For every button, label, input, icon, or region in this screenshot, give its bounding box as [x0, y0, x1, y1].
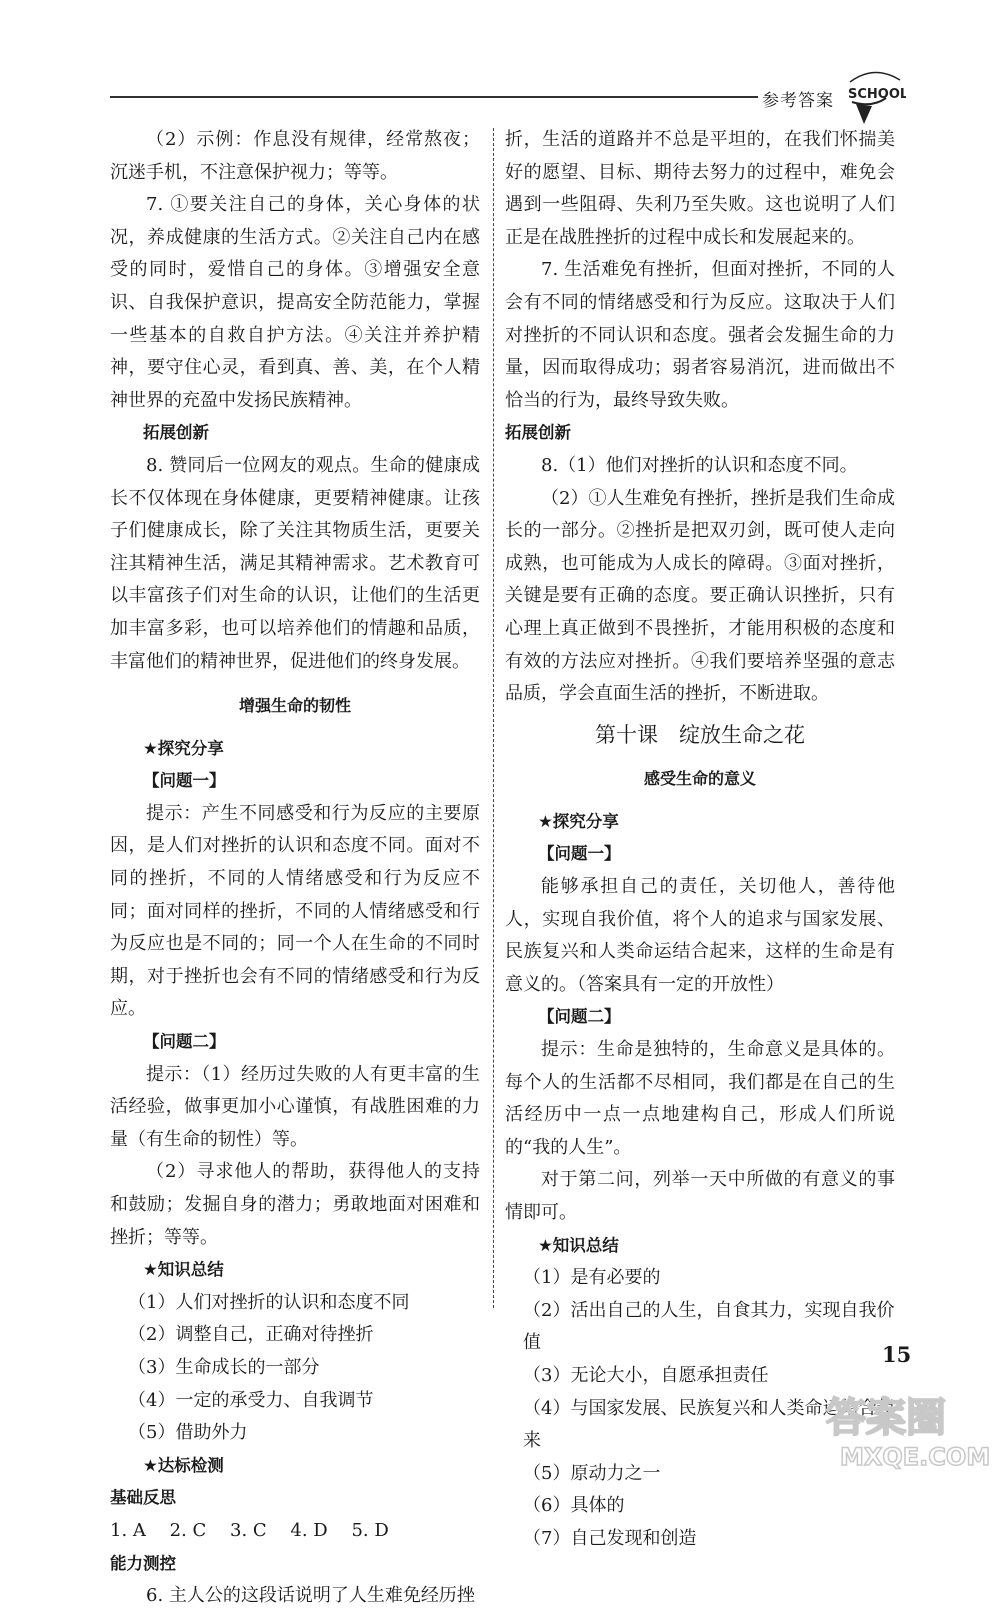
question-label: 【问题二】 [143, 1032, 226, 1052]
paragraph: 6. 主人公的这段话说明了人生难免经历挫 [146, 1585, 475, 1607]
paragraph: 折，生活的道路并不总是平坦的，在我们怀揣美好的愿望、目标、期待去努力的过程中，难免会遇到一些阻碍、失利乃至失败。这也说明了人们正是在战胜挫折的过程中成长和发展起来的。 [505, 129, 895, 248]
paragraph: （2）寻求他人的帮助，获得他人的支持和鼓励；发掘自身的潜力；勇敢地面对困难和挫折；等等。 [110, 1161, 480, 1248]
list-item: （4）与国家发展、民族复兴和人类命运结合起来 [523, 1397, 895, 1452]
header-title: 参考答案 [762, 91, 834, 111]
column-divider [493, 128, 494, 1308]
subheading: ★知识总结 [143, 1260, 224, 1280]
header-rule [110, 96, 758, 98]
section-heading: 拓展创新 [143, 423, 209, 443]
list-item: （1）人们对挫折的认识和态度不同 [128, 1291, 410, 1313]
subheading: ★知识总结 [538, 1235, 619, 1255]
svg-text:SCHOOL: SCHOOL [848, 87, 906, 102]
paragraph: 7. ①要关注自己的身体，关心身体的状况，养成健康的生活方式。②关注自己内在感受的同时，爱惜自己的身体。③增强安全意识、自我保护意识，提高安全防范能力，掌握一些基本的自救自护方法。④关注并养护精神，要守住心灵，看到真、善、美，在个人精神世界的充盈中发扬民族精神。 [110, 194, 480, 411]
paragraph: 提示：（1）经历过失败的人有更丰富的生活经验，做事更加小心谨慎，有战胜困难的力量（有生命的韧性）等。 [110, 1063, 480, 1150]
section-heading: 拓展创新 [505, 423, 571, 443]
list-item: （5）原动力之一 [523, 1462, 661, 1484]
section-title: 增强生命的韧性 [238, 696, 351, 716]
subheading: ★达标检测 [143, 1455, 224, 1475]
paragraph: 对于第二问，列举一天中所做的有意义的事情即可。 [505, 1169, 895, 1223]
paragraph: 7. 生活难免有挫折，但面对挫折，不同的人会有不同的情绪感受和行为反应。这取决于人们对挫折的不同认识和态度。强者会发掘生命的力量，因而取得成功；弱者容易消沉，进而做出不恰当的行为，最终导致失败。 [505, 259, 895, 411]
section-title: 感受生命的意义 [643, 769, 756, 789]
paragraph: 8. 赞同后一位网友的观点。生命的健康成长不仅体现在身体健康，更要精神健康。让孩子们健康成长，除了关注其物质生活，更要关注其精神生活，满足其精神需求。艺术教育可以丰富孩子们对生命的认识，让他们的生活更加丰富多彩，也可以培养他们的情趣和品质，丰富他们的精神世界，促进他们的终身发展。 [110, 454, 480, 672]
section-heading: 基础反思 [110, 1488, 176, 1508]
paragraph: 提示：产生不同感受和行为反应的主要原因，是人们对挫折的认识和态度不同。面对不同的挫折，不同的人情绪感受和行为反应不同；面对同样的挫折，不同的人情绪感受和行为反应也是不同的；同一个人在生命的不同时期，对于挫折也会有不同的情绪感受和行为反应。 [110, 802, 480, 1020]
list-item: （2）调整自己，正确对待挫折 [128, 1324, 374, 1346]
question-label: 【问题一】 [143, 771, 226, 791]
left-column [110, 124, 480, 1613]
answers-line: 1. A 2. C 3. C 4. D 5. D [110, 1519, 389, 1541]
list-item: （7）自己发现和创造 [523, 1527, 697, 1549]
question-label: 【问题一】 [538, 844, 621, 864]
subheading: ★探究分享 [143, 738, 224, 758]
svg-text:答案圈: 答案圈 [826, 1395, 946, 1441]
list-item: （2）活出自己的人生，自食其力，实现自我价值 [523, 1299, 895, 1354]
paragraph: （2）示例：作息没有规律，经常熬夜；沉迷手机，不注意保护视力；等等。 [110, 129, 480, 183]
school-logo [842, 68, 906, 128]
list-item: （4）一定的承受力、自我调节 [128, 1389, 374, 1411]
paragraph: 提示：生命是独特的，生命意义是具体的。每个人的生活都不尽相同，我们都是在自己的生活经历中一点一点地建构自己，形成人们所说的“我的人生”。 [505, 1039, 895, 1158]
paragraph: （2）①人生难免有挫折，挫折是我们生命成长的一部分。②挫折是把双刃剑，既可使人走向成熟，也可能成为人成长的障碍。③面对挫折，关键是要有正确的态度。要正确认识挫折，只有心理上真正做到不畏挫折，才能用积极的态度和有效的方法应对挫折。④我们要培养坚强的意志品质，学会直面生活的挫折，不断进取。 [505, 487, 895, 705]
svg-text:MXQE.COM: MXQE.COM [840, 1443, 991, 1471]
subheading: ★探究分享 [538, 811, 619, 831]
list-item: （6）具体的 [523, 1495, 625, 1517]
list-item: （5）借助外力 [128, 1422, 248, 1444]
question-label: 【问题二】 [538, 1007, 621, 1027]
section-heading: 能力测控 [110, 1553, 176, 1573]
lesson-title: 第十课 绽放生命之花 [595, 722, 805, 747]
paragraph: 能够承担自己的责任，关切他人，善待他人，实现自我价值，将个人的追求与国家发展、民族复兴和人类命运结合起来，这样的生命是有意义的。（答案具有一定的开放性） [505, 876, 895, 995]
list-item: （1）是有必要的 [523, 1267, 661, 1289]
page-number: 15 [882, 1342, 912, 1367]
watermark-logo [820, 1385, 1000, 1471]
paragraph: 8.（1）他们对挫折的认识和态度不同。 [541, 454, 858, 476]
list-item: （3）生命成长的一部分 [128, 1356, 320, 1378]
list-item: （3）无论大小，自愿承担责任 [523, 1364, 769, 1386]
right-column [505, 124, 895, 1556]
